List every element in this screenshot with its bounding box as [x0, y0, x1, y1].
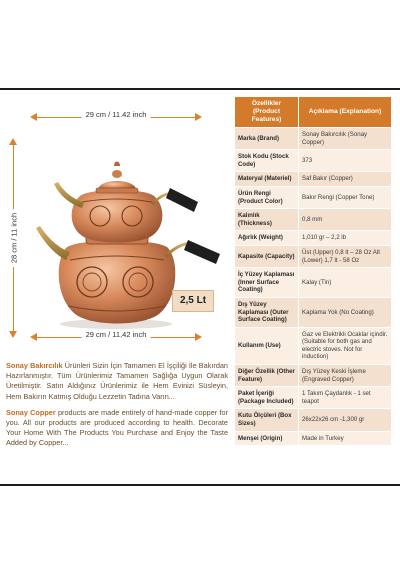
table-row [235, 150, 392, 172]
description-en-text: products are made entirely of hand-made copper for you. All our products are produced according to health. Decorate Your Home With The Products You Purchase and Enjoy the Taste Added by Copper... [6, 407, 229, 448]
spec-label: Kutu Ölçüleri (Box Sizes) [235, 409, 299, 431]
product-description [6, 361, 228, 455]
arrow-right-icon [195, 113, 202, 121]
description-english [6, 408, 228, 449]
arrow-up-icon [9, 138, 17, 145]
capacity-badge: 2,5 Lt [172, 290, 214, 312]
brand-name-en: Sonay Copper [6, 407, 56, 417]
table-row [235, 231, 392, 246]
spec-value: Made in Turkey [299, 431, 392, 446]
table-row [235, 297, 392, 327]
height-dimension [4, 138, 24, 338]
table-row [235, 327, 392, 364]
spec-value: 1,010 gr – 2,2 lb [299, 231, 392, 246]
spec-table [234, 96, 392, 446]
spec-table-header [235, 97, 392, 128]
spec-value: Kaplama Yok (No Coating) [299, 297, 392, 327]
table-row [235, 387, 392, 409]
description-tr-text: Ürünleri Sizin İçin Tamamen El İşçiliği İle Bakırdan Hazırlanmıştır. Tüm Ürünlerimiz Tamamen Sağlığa Uygun Olarak Üretilmiştir. Satın Aldığınız Ürünlerimiz ile Hem Evinizi Süsleyin, Hem Bakırın Katmış Olduğu Lezzetin Tadına Varın... [6, 361, 228, 401]
spec-label: Materyal (Materiel) [235, 172, 299, 187]
spec-label: Diğer Özellik (Other Feature) [235, 365, 299, 387]
spec-label: Menşei (Origin) [235, 431, 299, 446]
brand-name-tr: Sonay Bakırcılık [6, 361, 63, 370]
spec-label: Stok Kodu (Stock Code) [235, 150, 299, 172]
arrow-right-icon [195, 333, 202, 341]
spec-label: Kapasite (Capacity) [235, 245, 299, 267]
spec-label: Marka (Brand) [235, 128, 299, 150]
spec-label: Ürün Rengi (Product Color) [235, 186, 299, 208]
spec-value: 0,8 mm [299, 209, 392, 231]
spec-value: Bakır Rengi (Copper Tone) [299, 186, 392, 208]
spec-value: Saf Bakır (Copper) [299, 172, 392, 187]
spec-label: Dış Yüzey Kaplaması (Outer Surface Coating) [235, 297, 299, 327]
spec-label: Paket İçeriği (Package Included) [235, 387, 299, 409]
height-label: 28 cm / 11 inch [10, 209, 19, 267]
table-row [235, 268, 392, 298]
spec-value: Gaz ve Elektrikli Ocaklar içindir. (Suitable for both gas and electric stoves. Not for induction) [299, 327, 392, 364]
table-row [235, 186, 392, 208]
table-row [235, 209, 392, 231]
spec-label: Kalınlık (Thickness) [235, 209, 299, 231]
header-features: Özellikler (Product Features) [235, 97, 299, 128]
table-row [235, 172, 392, 187]
header-explanation: Açıklama (Explanation) [299, 97, 392, 128]
table-row [235, 409, 392, 431]
description-turkish [6, 361, 228, 402]
spec-value: 373 [299, 150, 392, 172]
spec-value: Üst (Upper) 0,8 lt – 28 Oz Alt (Lower) 1,7 lt - 58 Oz [299, 245, 392, 267]
table-row [235, 431, 392, 446]
spec-label: İç Yüzey Kaplaması (Inner Surface Coating) [235, 268, 299, 298]
width-dimension-bottom [30, 328, 202, 348]
product-infographic [0, 88, 400, 486]
spec-value: Kalay (Tin) [299, 268, 392, 298]
product-image-area [0, 90, 232, 356]
table-row [235, 245, 392, 267]
width-dimension-top [30, 108, 202, 128]
spec-value: Dış Yüzey Keski İşleme (Engraved Copper) [299, 365, 392, 387]
width-label-top: 29 cm / 11.42 inch [82, 110, 151, 119]
spec-value: 1 Takım Çaydanlık - 1 set teapot [299, 387, 392, 409]
table-row [235, 365, 392, 387]
arrow-left-icon [30, 113, 37, 121]
width-label-bottom: 29 cm / 11,42 inch [82, 330, 151, 339]
table-row [235, 128, 392, 150]
arrow-down-icon [9, 331, 17, 338]
spec-label: Kullanım (Use) [235, 327, 299, 364]
arrow-left-icon [30, 333, 37, 341]
spec-label: Ağırlık (Weight) [235, 231, 299, 246]
spec-value: Sonay Bakırcılık (Sonay Copper) [299, 128, 392, 150]
spec-value: 26x22x26 cm -1,300 gr [299, 409, 392, 431]
